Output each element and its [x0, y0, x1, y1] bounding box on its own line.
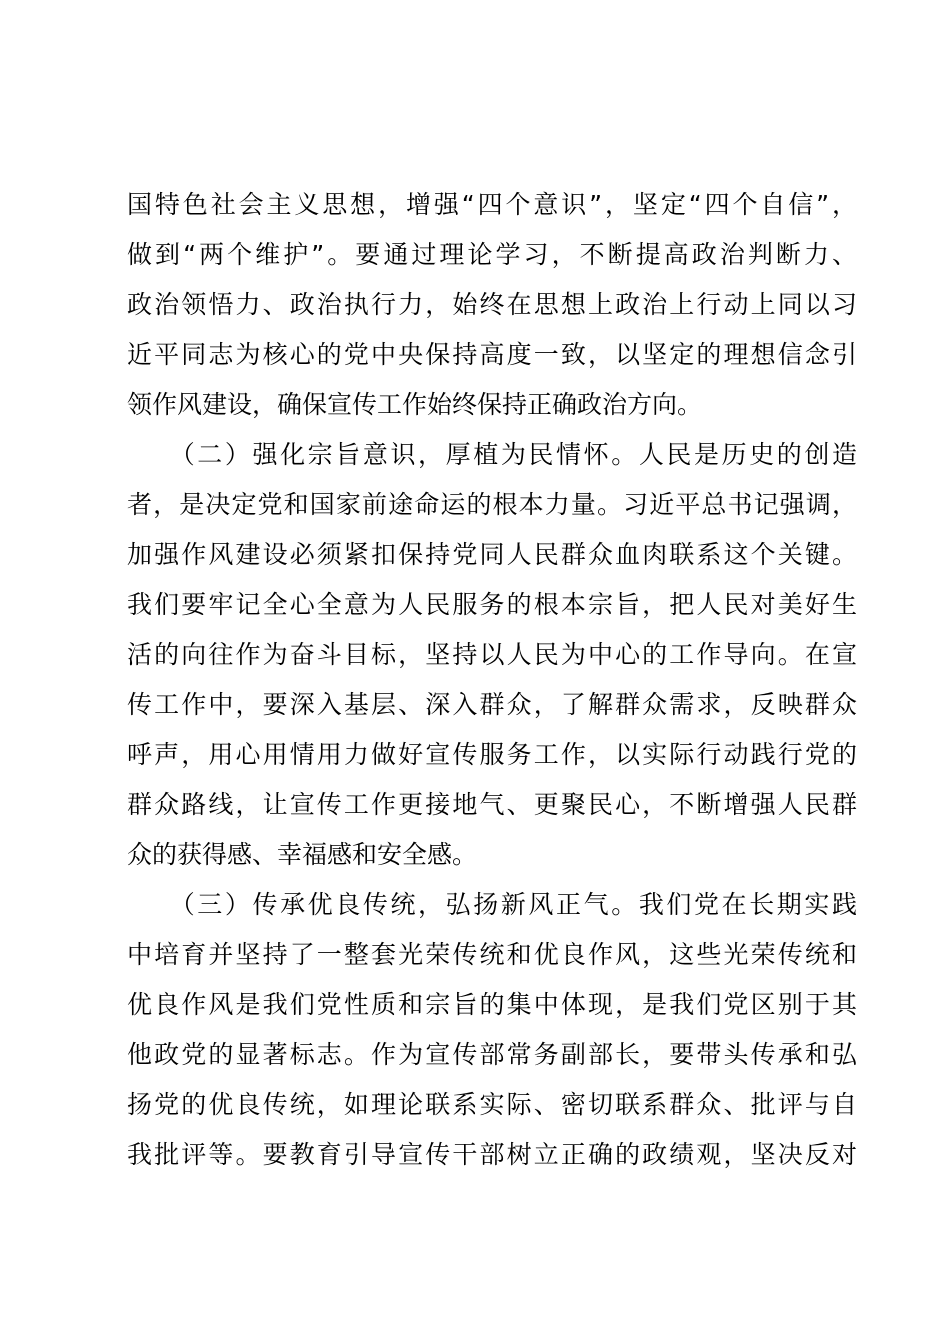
text-line: 中培育并坚持了一整套光荣传统和优良作风，这些光荣传统和 [127, 940, 857, 969]
text-line: 我们要牢记全心全意为人民服务的根本宗旨，把人民对美好生 [127, 590, 857, 619]
text-line: 呼声，用心用情用力做好宣传服务工作，以实际行动践行党的 [127, 740, 857, 769]
text-line: 活的向往作为奋斗目标，坚持以人民为中心的工作导向。在宣 [127, 640, 857, 669]
text-line: 领作风建设，确保宣传工作始终保持正确政治方向。 [127, 390, 703, 419]
text-line: 优良作风是我们党性质和宗旨的集中体现，是我们党区别于其 [127, 990, 857, 1019]
text-line: 众的获得感、幸福感和安全感。 [127, 840, 478, 869]
text-line: 扬党的优良传统，如理论联系实际、密切联系群众、批评与自 [127, 1090, 857, 1119]
text-line: 政治领悟力、政治执行力，始终在思想上政治上行动上同以习 [127, 290, 857, 319]
text-line: 做到“两个维护”。要通过理论学习，不断提高政治判断力、 [127, 240, 857, 269]
section-heading-line: （三）传承优良传统，弘扬新风正气。我们党在长期实践 [127, 890, 857, 919]
text-line: 群众路线，让宣传工作更接地气、更聚民心，不断增强人民群 [127, 790, 857, 819]
text-line: 者，是决定党和国家前途命运的根本力量。习近平总书记强调， [127, 490, 857, 519]
text-line: 传工作中，要深入基层、深入群众，了解群众需求，反映群众 [127, 690, 857, 719]
text-line: 加强作风建设必须紧扣保持党同人民群众血肉联系这个关键。 [127, 540, 857, 569]
section-heading-line: （二）强化宗旨意识，厚植为民情怀。人民是历史的创造 [127, 440, 857, 469]
text-line: 近平同志为核心的党中央保持高度一致，以坚定的理想信念引 [127, 340, 857, 369]
text-line: 国特色社会主义思想，增强“四个意识”，坚定“四个自信”， [127, 190, 857, 219]
text-line: 我批评等。要教育引导宣传干部树立正确的政绩观，坚决反对 [127, 1140, 857, 1169]
body-text [127, 180, 857, 1180]
text-line: 他政党的显著标志。作为宣传部常务副部长，要带头传承和弘 [127, 1040, 857, 1069]
